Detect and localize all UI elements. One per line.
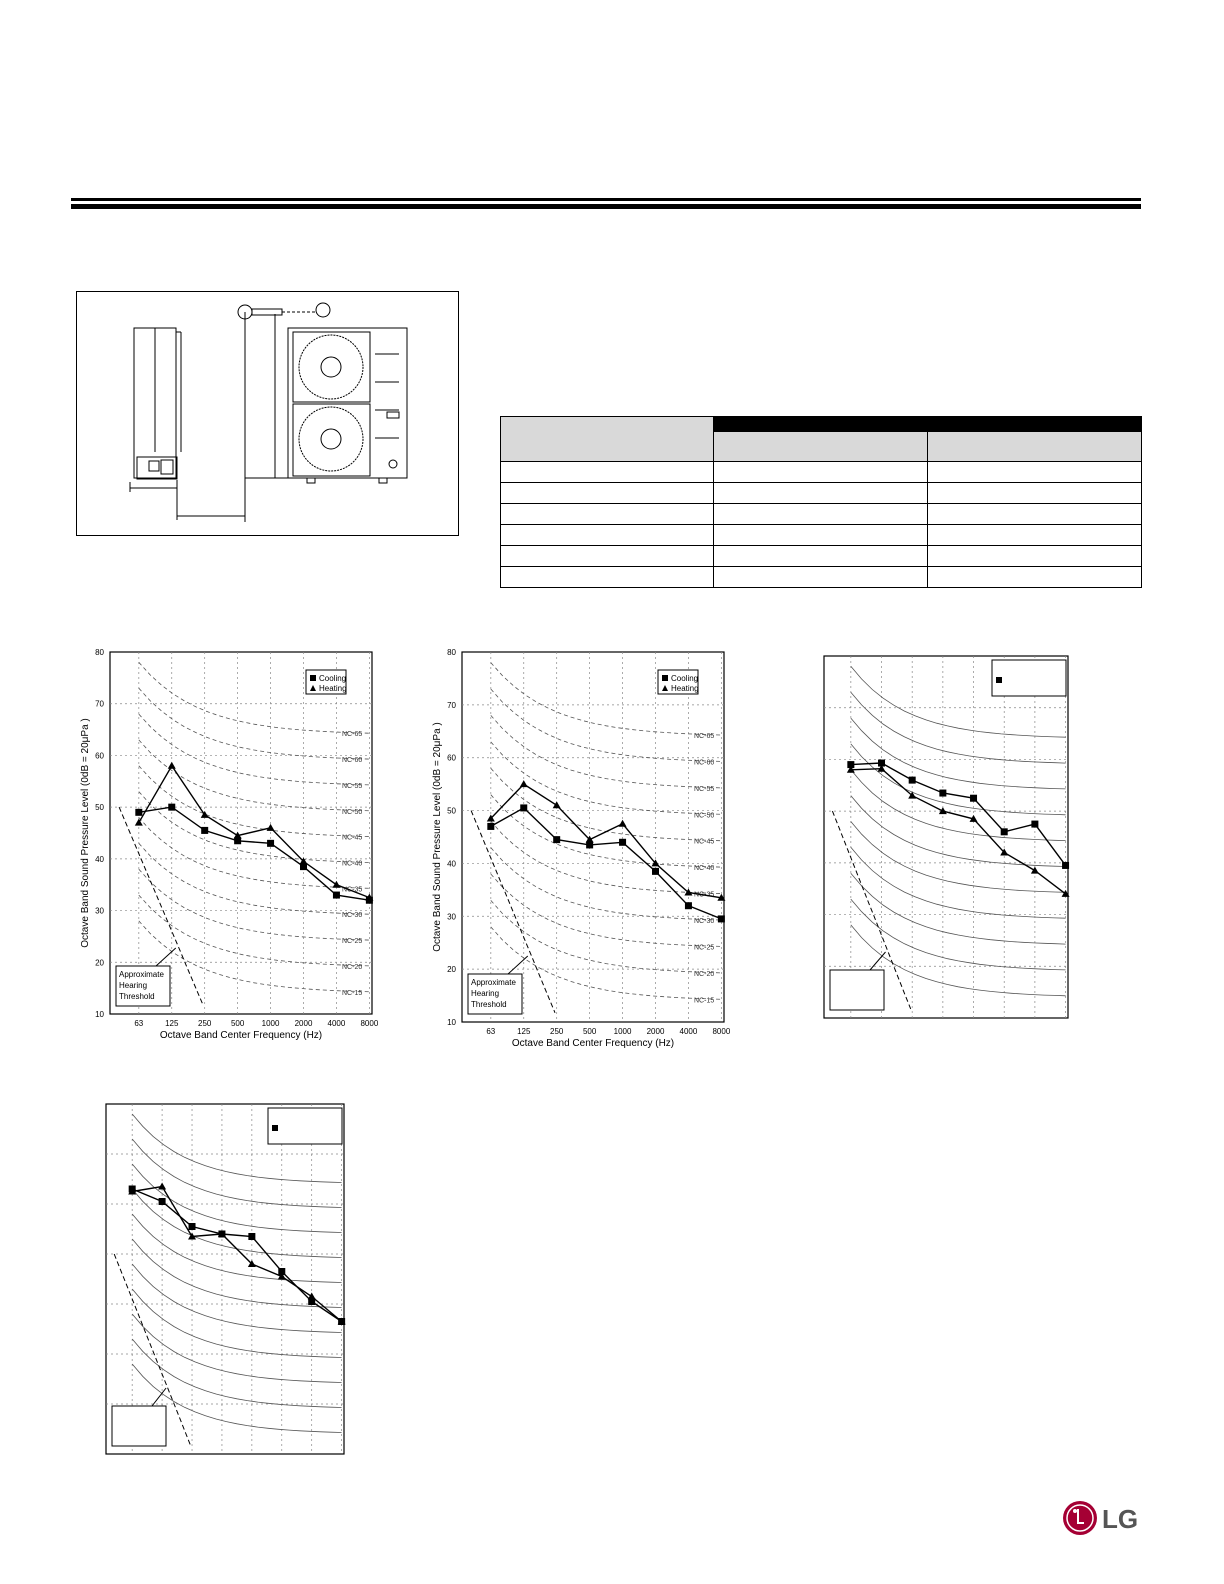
y-tick-label: 70: [447, 700, 456, 710]
nc-curve-label: NC-25: [694, 944, 715, 952]
legend-label: Cooling: [319, 674, 347, 683]
outdoor-unit-drawing: [77, 292, 460, 537]
nc-curve-label: NC-20: [342, 963, 363, 971]
table-header-cell: [501, 417, 714, 462]
x-tick-label: 2000: [294, 1019, 313, 1028]
y-tick-label: 30: [447, 912, 456, 922]
nc-chart-3: [818, 650, 1103, 1025]
data-point: [619, 820, 627, 827]
data-point: [939, 807, 947, 814]
nc-curve-label: NC-35: [342, 886, 363, 894]
y-axis-label: Octave Band Sound Pressure Level (0dB = 20μPa ): [80, 718, 91, 948]
data-point: [1001, 828, 1008, 835]
x-tick-label: 250: [198, 1019, 212, 1028]
data-point: [939, 790, 946, 797]
table-row: [501, 546, 1142, 567]
y-tick-label: 10: [447, 1018, 456, 1027]
x-tick-label: 63: [486, 1027, 496, 1036]
data-point: [267, 824, 275, 831]
y-tick-label: 10: [95, 1010, 104, 1019]
header-rule-bottom: [71, 204, 1141, 209]
threshold-annotation-text: Hearing: [471, 989, 500, 998]
nc-curve-label: NC-30: [694, 917, 715, 925]
nc-chart-4: [100, 1100, 380, 1460]
nc-curve-label: NC-60: [694, 759, 715, 767]
nc-curve: [851, 899, 1066, 970]
x-tick-label: 125: [165, 1019, 179, 1028]
nc-chart-svg: [818, 650, 1103, 1025]
plot-frame: [110, 652, 372, 1014]
threshold-annotation-text: Approximate: [119, 970, 164, 979]
nc-curve-label: NC-55: [694, 785, 715, 793]
data-point: [267, 840, 274, 847]
data-point: [308, 1293, 316, 1300]
data-point: [718, 915, 725, 922]
nc-curve: [139, 714, 370, 785]
series-line: [139, 766, 370, 898]
data-point: [520, 804, 527, 811]
nc-curve: [132, 1339, 341, 1408]
nc-curve: [491, 874, 722, 946]
nc-curve-label: NC-35: [694, 891, 715, 899]
data-point: [487, 823, 494, 830]
x-tick-label: 8000: [712, 1027, 731, 1036]
y-tick-label: 80: [95, 648, 104, 657]
table-row: [501, 504, 1142, 525]
data-point: [685, 902, 692, 909]
nc-curve: [491, 927, 722, 999]
series-line: [491, 784, 722, 898]
x-tick-label: 2000: [646, 1027, 665, 1036]
nc-curve-label: NC-50: [342, 808, 363, 816]
data-point: [201, 827, 208, 834]
data-point: [158, 1183, 166, 1190]
data-point: [652, 868, 659, 875]
nc-curve-label: NC-65: [694, 732, 715, 740]
plot-frame: [462, 652, 724, 1022]
nc-curve: [851, 822, 1066, 893]
nc-curve: [139, 792, 370, 863]
nc-curve: [491, 900, 722, 973]
data-point: [168, 762, 176, 769]
nc-chart-2: [428, 644, 738, 1059]
nc-curve-label: NC-45: [342, 834, 363, 842]
threshold-annotation-text: Hearing: [119, 981, 148, 990]
table-header-cell: [928, 431, 1142, 461]
nc-curve: [491, 715, 722, 788]
nc-curve: [139, 895, 370, 966]
nc-curve-label: NC-20: [694, 970, 715, 978]
x-tick-label: 63: [134, 1019, 144, 1028]
threshold-annotation-text: Approximate: [471, 978, 516, 987]
nc-curve-label: NC-25: [342, 938, 363, 946]
legend-marker: [996, 677, 1002, 683]
nc-curve-label: NC-15: [694, 997, 715, 1005]
nc-curve-label: NC-40: [342, 860, 363, 868]
nc-curve: [851, 692, 1066, 763]
data-point: [135, 819, 143, 826]
x-tick-label: 4000: [679, 1027, 698, 1036]
threshold-arrow: [508, 956, 528, 974]
y-tick-label: 50: [95, 803, 104, 813]
threshold-annotation-box: [112, 1406, 166, 1446]
table-row: [501, 525, 1142, 546]
y-tick-label: 20: [447, 965, 456, 975]
data-point: [168, 804, 175, 811]
threshold-arrow: [870, 952, 886, 970]
table-row: [501, 462, 1142, 483]
nc-curve: [139, 688, 370, 759]
x-tick-label: 500: [230, 1019, 245, 1028]
data-point: [1031, 867, 1039, 874]
nc-curve-label: NC-45: [694, 838, 715, 846]
table-row: [501, 567, 1142, 588]
lg-logo: [1062, 1498, 1142, 1538]
nc-curve-label: NC-65: [342, 731, 363, 739]
nc-curve: [139, 869, 370, 940]
series-line: [851, 763, 1066, 865]
data-point: [1062, 862, 1069, 869]
x-tick-label: 8000: [360, 1019, 379, 1028]
y-tick-label: 20: [95, 958, 104, 968]
y-tick-label: 30: [95, 906, 104, 916]
data-point: [1031, 821, 1038, 828]
threshold-annotation-box: [830, 970, 884, 1010]
y-tick-label: 60: [95, 751, 104, 761]
legend-label: Cooling: [671, 674, 699, 683]
table-header-group: [714, 417, 1142, 432]
unit-front-view: [288, 328, 407, 478]
data-point: [248, 1233, 255, 1240]
y-tick-label: 70: [95, 699, 104, 709]
nc-chart-svg: [76, 644, 386, 1054]
plot-frame: [106, 1104, 344, 1454]
data-point: [909, 777, 916, 784]
y-tick-label: 40: [447, 859, 456, 869]
data-point: [970, 795, 977, 802]
nc-curve: [139, 921, 370, 992]
y-axis-label: Octave Band Sound Pressure Level (0dB = 20μPa ): [432, 722, 443, 952]
nc-curve: [139, 766, 370, 837]
header-rule-top: [71, 198, 1141, 201]
nc-curve-label: NC-30: [342, 912, 363, 920]
data-point: [553, 836, 560, 843]
data-point: [135, 809, 142, 816]
nc-curve-label: NC-50: [694, 812, 715, 820]
nc-curve: [491, 742, 722, 814]
microphone-icon: [316, 303, 330, 317]
data-point: [159, 1198, 166, 1205]
nc-curve: [132, 1314, 341, 1383]
data-point: [189, 1223, 196, 1230]
threshold-arrow: [156, 948, 176, 966]
y-tick-label: 40: [95, 854, 104, 864]
x-tick-label: 1000: [613, 1027, 632, 1036]
legend-label: Heating: [319, 684, 347, 693]
table-row: [501, 483, 1142, 504]
legend-marker: [272, 1125, 278, 1131]
nc-curve-label: NC-55: [342, 782, 363, 790]
nc-curve: [491, 689, 722, 761]
nc-curve-label: NC-40: [694, 865, 715, 873]
nc-curve: [851, 796, 1066, 867]
data-point: [332, 881, 340, 888]
unit-dimension-diagram: [76, 291, 459, 536]
data-point: [619, 839, 626, 846]
threshold-annotation-text: Threshold: [119, 992, 155, 1001]
nc-curve: [139, 818, 370, 889]
legend-marker: [662, 675, 668, 681]
legend-label: Heating: [671, 684, 699, 693]
legend-marker: [310, 675, 316, 681]
table-header-cell: [714, 431, 928, 461]
nc-curve: [851, 744, 1066, 815]
lg-logo-icon: [1062, 1498, 1142, 1538]
nc-curve: [139, 740, 370, 811]
data-point: [520, 780, 528, 787]
nc-curve: [851, 847, 1066, 918]
nc-curve-label: NC-60: [342, 757, 363, 765]
nc-curve: [132, 1139, 341, 1208]
nc-curve: [851, 770, 1066, 841]
nc-chart-1: [76, 644, 386, 1054]
y-tick-label: 50: [447, 806, 456, 816]
data-point: [553, 801, 561, 808]
sound-spec-table: [500, 416, 1142, 588]
nc-curve-label: NC-15: [342, 989, 363, 997]
plot-frame: [824, 656, 1068, 1018]
nc-curve: [851, 873, 1066, 944]
x-tick-label: 125: [517, 1027, 531, 1036]
nc-curve: [139, 843, 370, 914]
y-tick-label: 60: [447, 753, 456, 763]
nc-curve: [851, 718, 1066, 789]
legend-box: [992, 660, 1066, 696]
x-axis-label: Octave Band Center Frequency (Hz): [159, 1030, 323, 1041]
data-point: [333, 892, 340, 899]
x-tick-label: 1000: [261, 1019, 280, 1028]
svg-text:LG: LG: [1102, 1504, 1139, 1534]
legend-box: [268, 1108, 342, 1144]
x-axis-label: Octave Band Center Frequency (Hz): [511, 1038, 675, 1049]
x-tick-label: 500: [582, 1027, 597, 1036]
threshold-annotation-text: Threshold: [471, 1000, 507, 1009]
nc-chart-svg: [100, 1100, 380, 1460]
y-tick-label: 80: [447, 648, 456, 657]
x-tick-label: 250: [550, 1027, 564, 1036]
x-tick-label: 4000: [327, 1019, 346, 1028]
nc-chart-svg: [428, 644, 738, 1059]
